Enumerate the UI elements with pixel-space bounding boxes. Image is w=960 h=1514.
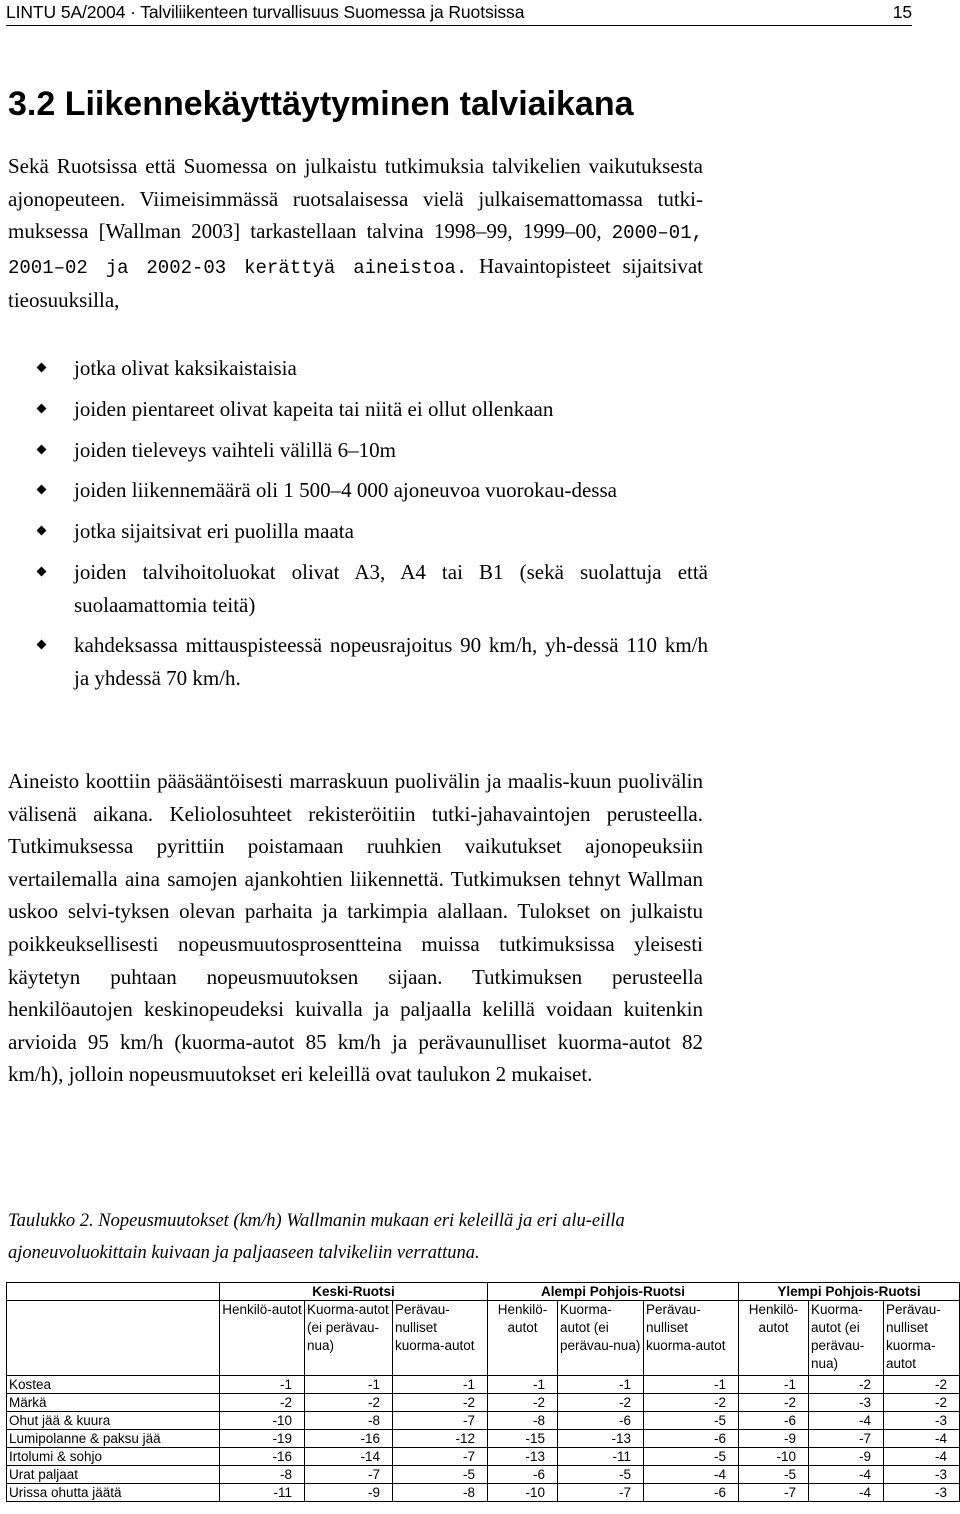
value-cell: -2 <box>739 1394 809 1412</box>
value-cell: -11 <box>220 1484 305 1502</box>
list-item: jotka olivat kaksikaistaisia <box>8 352 708 385</box>
header-rule <box>6 25 912 26</box>
value-cell: -9 <box>739 1430 809 1448</box>
list-item: jotka sijaitsivat eri puolilla maata <box>8 515 708 548</box>
value-cell: -2 <box>644 1394 739 1412</box>
value-cell: -5 <box>393 1466 488 1484</box>
list-item: joiden liikennemäärä oli 1 500–4 000 ajoneuvoa vuorokau-dessa <box>8 474 708 507</box>
table-row <box>7 1466 960 1484</box>
value-cell: -10 <box>488 1484 558 1502</box>
value-cell: -5 <box>558 1466 644 1484</box>
condition-cell: Lumipolanne & paksu jää <box>7 1430 220 1448</box>
value-cell: -7 <box>809 1430 884 1448</box>
condition-cell: Irtolumi & sohjo <box>7 1448 220 1466</box>
value-cell: -7 <box>305 1466 393 1484</box>
value-cell: -6 <box>558 1412 644 1430</box>
running-header <box>6 0 912 24</box>
intro-sentence-1: Sekä Ruotsissa että Suomessa on julkaistu tutkimuksia talvikelien vaikutuksesta ajonopeuteen. <box>8 154 703 211</box>
diamond-bullet-icon <box>37 444 47 454</box>
value-cell: -6 <box>739 1412 809 1430</box>
vehicle-class-header: Perävau-nulliset kuorma-autot <box>393 1301 488 1376</box>
condition-cell: Kostea <box>7 1376 220 1394</box>
value-cell: -10 <box>220 1412 305 1430</box>
value-cell: -8 <box>393 1484 488 1502</box>
value-cell: -2 <box>809 1376 884 1394</box>
condition-cell: Märkä <box>7 1394 220 1412</box>
value-cell: -1 <box>739 1376 809 1394</box>
list-item: joiden pientareet olivat kapeita tai niitä ei ollut ollenkaan <box>8 393 708 426</box>
value-cell: -9 <box>809 1448 884 1466</box>
vehicle-class-header: Kuorma-autot (ei perävau-nua) <box>809 1301 884 1376</box>
corner-cell <box>7 1283 220 1301</box>
value-cell: -4 <box>644 1466 739 1484</box>
region-header: Keski-Ruotsi <box>220 1283 488 1301</box>
value-cell: -3 <box>884 1484 960 1502</box>
speed-change-table <box>6 1282 960 1502</box>
diamond-bullet-icon <box>37 526 47 536</box>
value-cell: -9 <box>305 1484 393 1502</box>
value-cell: -4 <box>809 1412 884 1430</box>
table-row <box>7 1376 960 1394</box>
value-cell: -14 <box>305 1448 393 1466</box>
value-cell: -19 <box>220 1430 305 1448</box>
value-cell: -2 <box>305 1394 393 1412</box>
value-cell: -3 <box>884 1412 960 1430</box>
running-title: LINTU 5A/2004 · Talviliikenteen turvallisuus Suomessa ja Ruotsissa <box>6 2 525 22</box>
results-paragraph: Aineisto koottiin pääsääntöisesti marraskuun puolivälin ja maalis-kuun puolivälin välisenä aikana. Keliolosuhteet rekisteröitiin tutki-jahavaintojen perusteella. Tutkimuksessa pyrittiin poistamaan ruuhkien vaikutukset ajonopeuksiin vertailemalla aina samojen ajankohtien liikennettä. Tutkimuksen tehnyt Wallman uskoo selvi-tyksen olevan parhaita ja tarkimpia alallaan. Tulokset on julkaistu poikkeuksellisesti nopeusmuutosprosentteina muissa tutkimuksissa yleisesti käytetyn puhtaan nopeusmuutoksen sijaan. Tutkimuksen perusteella henkilöautojen keskinopeudeksi kuivalla ja paljaalla kelillä voidaan kuitenkin arvioida 95 km/h (kuorma-autot 85 km/h ja perävaunulliset kuorma-autot 82 km/h), jolloin nopeusmuutokset eri keleillä ovat taulukon 2 mukaiset. <box>8 769 703 1087</box>
value-cell: -7 <box>558 1484 644 1502</box>
value-cell: -6 <box>644 1484 739 1502</box>
value-cell: -8 <box>488 1412 558 1430</box>
vehicle-class-header: Perävau-nulliset kuorma-autot <box>884 1301 960 1376</box>
intro-sentence-2a: Viimeisimmässä ruotsalaisessa vielä julkaisemattomassa tutki-muksessa [Wallman 2003] tarkastellaan talvina 1998–99, 1999–00, <box>8 186 703 244</box>
diamond-bullet-icon <box>37 640 47 650</box>
value-cell: -16 <box>220 1448 305 1466</box>
value-cell: -16 <box>305 1430 393 1448</box>
vehicle-class-header: Kuorma-autot (ei perävau-nua) <box>305 1301 393 1376</box>
value-cell: -4 <box>884 1448 960 1466</box>
vehicle-class-header: Henkilö-autot <box>488 1301 558 1376</box>
value-cell: -2 <box>220 1394 305 1412</box>
value-cell: -1 <box>644 1376 739 1394</box>
value-cell: -6 <box>644 1430 739 1448</box>
condition-cell: Ohut jää & kuura <box>7 1412 220 1430</box>
value-cell: -2 <box>393 1394 488 1412</box>
intro-sentence-2b: 2000–01, 2001–02 ja 2002-03 kerättyä aineistoa. <box>8 222 703 279</box>
value-cell: -3 <box>809 1394 884 1412</box>
condition-cell: Urissa ohutta jäätä <box>7 1484 220 1502</box>
diamond-bullet-icon <box>37 403 47 413</box>
value-cell: -7 <box>393 1412 488 1430</box>
vehicle-class-header: Kuorma-autot (ei perävau-nua) <box>558 1301 644 1376</box>
table-row <box>7 1412 960 1430</box>
vehicle-class-header: Perävau-nulliset kuorma-autot <box>644 1301 739 1376</box>
condition-cell: Urat paljaat <box>7 1466 220 1484</box>
value-cell: -2 <box>558 1394 644 1412</box>
vehicle-header-row <box>7 1301 960 1376</box>
value-cell: -2 <box>884 1376 960 1394</box>
value-cell: -5 <box>644 1412 739 1430</box>
value-cell: -10 <box>739 1448 809 1466</box>
value-cell: -13 <box>558 1430 644 1448</box>
value-cell: -2 <box>488 1394 558 1412</box>
table-row <box>7 1430 960 1448</box>
value-cell: -6 <box>488 1466 558 1484</box>
value-cell: -3 <box>884 1466 960 1484</box>
value-cell: -1 <box>558 1376 644 1394</box>
diamond-bullet-icon <box>37 363 47 373</box>
vehicle-class-header: Henkilö-autot <box>739 1301 809 1376</box>
table-row <box>7 1484 960 1502</box>
value-cell: -11 <box>558 1448 644 1466</box>
page-number: 15 <box>892 2 912 22</box>
value-cell: -1 <box>305 1376 393 1394</box>
value-cell: -8 <box>220 1466 305 1484</box>
table-caption: Taulukko 2. Nopeusmuutokset (km/h) Wallmanin mukaan eri keleillä ja eri alu-eilla ajoneuvoluokittain kuivaan ja paljaaseen talvikeliin verrattuna. <box>8 1211 625 1263</box>
value-cell: -4 <box>809 1484 884 1502</box>
value-cell: -7 <box>739 1484 809 1502</box>
region-header-row <box>7 1283 960 1301</box>
value-cell: -1 <box>488 1376 558 1394</box>
value-cell: -2 <box>884 1394 960 1412</box>
intro-sentence-3: Havaintopisteet sijaitsivat tieosuuksilla, <box>8 253 703 313</box>
diamond-bullet-icon <box>37 566 47 576</box>
value-cell: -8 <box>305 1412 393 1430</box>
table-row <box>7 1448 960 1466</box>
value-cell: -1 <box>393 1376 488 1394</box>
value-cell: -5 <box>739 1466 809 1484</box>
value-cell: -13 <box>488 1448 558 1466</box>
vehicle-class-header: Henkilö-autot <box>220 1301 305 1376</box>
list-item: kahdeksassa mittauspisteessä nopeusrajoitus 90 km/h, yh-dessä 110 km/h ja yhdessä 70 km/h. <box>8 629 708 694</box>
corner-cell <box>7 1301 220 1376</box>
value-cell: -5 <box>644 1448 739 1466</box>
value-cell: -1 <box>220 1376 305 1394</box>
intro-paragraph <box>8 150 703 317</box>
value-cell: -12 <box>393 1430 488 1448</box>
value-cell: -7 <box>393 1448 488 1466</box>
diamond-bullet-icon <box>37 485 47 495</box>
table-body <box>7 1376 960 1502</box>
list-item: joiden talvihoitoluokat olivat A3, A4 tai B1 (sekä suolattuja että suolaamattomia teitä) <box>8 556 708 621</box>
region-header: Ylempi Pohjois-Ruotsi <box>739 1283 960 1301</box>
value-cell: -4 <box>884 1430 960 1448</box>
table-row <box>7 1394 960 1412</box>
value-cell: -15 <box>488 1430 558 1448</box>
section-title: 3.2 Liikennekäyttäytyminen talviaikana <box>8 85 634 123</box>
list-item: joiden tieleveys vaihteli välillä 6–10m <box>8 434 708 467</box>
region-header: Alempi Pohjois-Ruotsi <box>488 1283 739 1301</box>
site-criteria-list <box>8 352 708 703</box>
value-cell: -4 <box>809 1466 884 1484</box>
